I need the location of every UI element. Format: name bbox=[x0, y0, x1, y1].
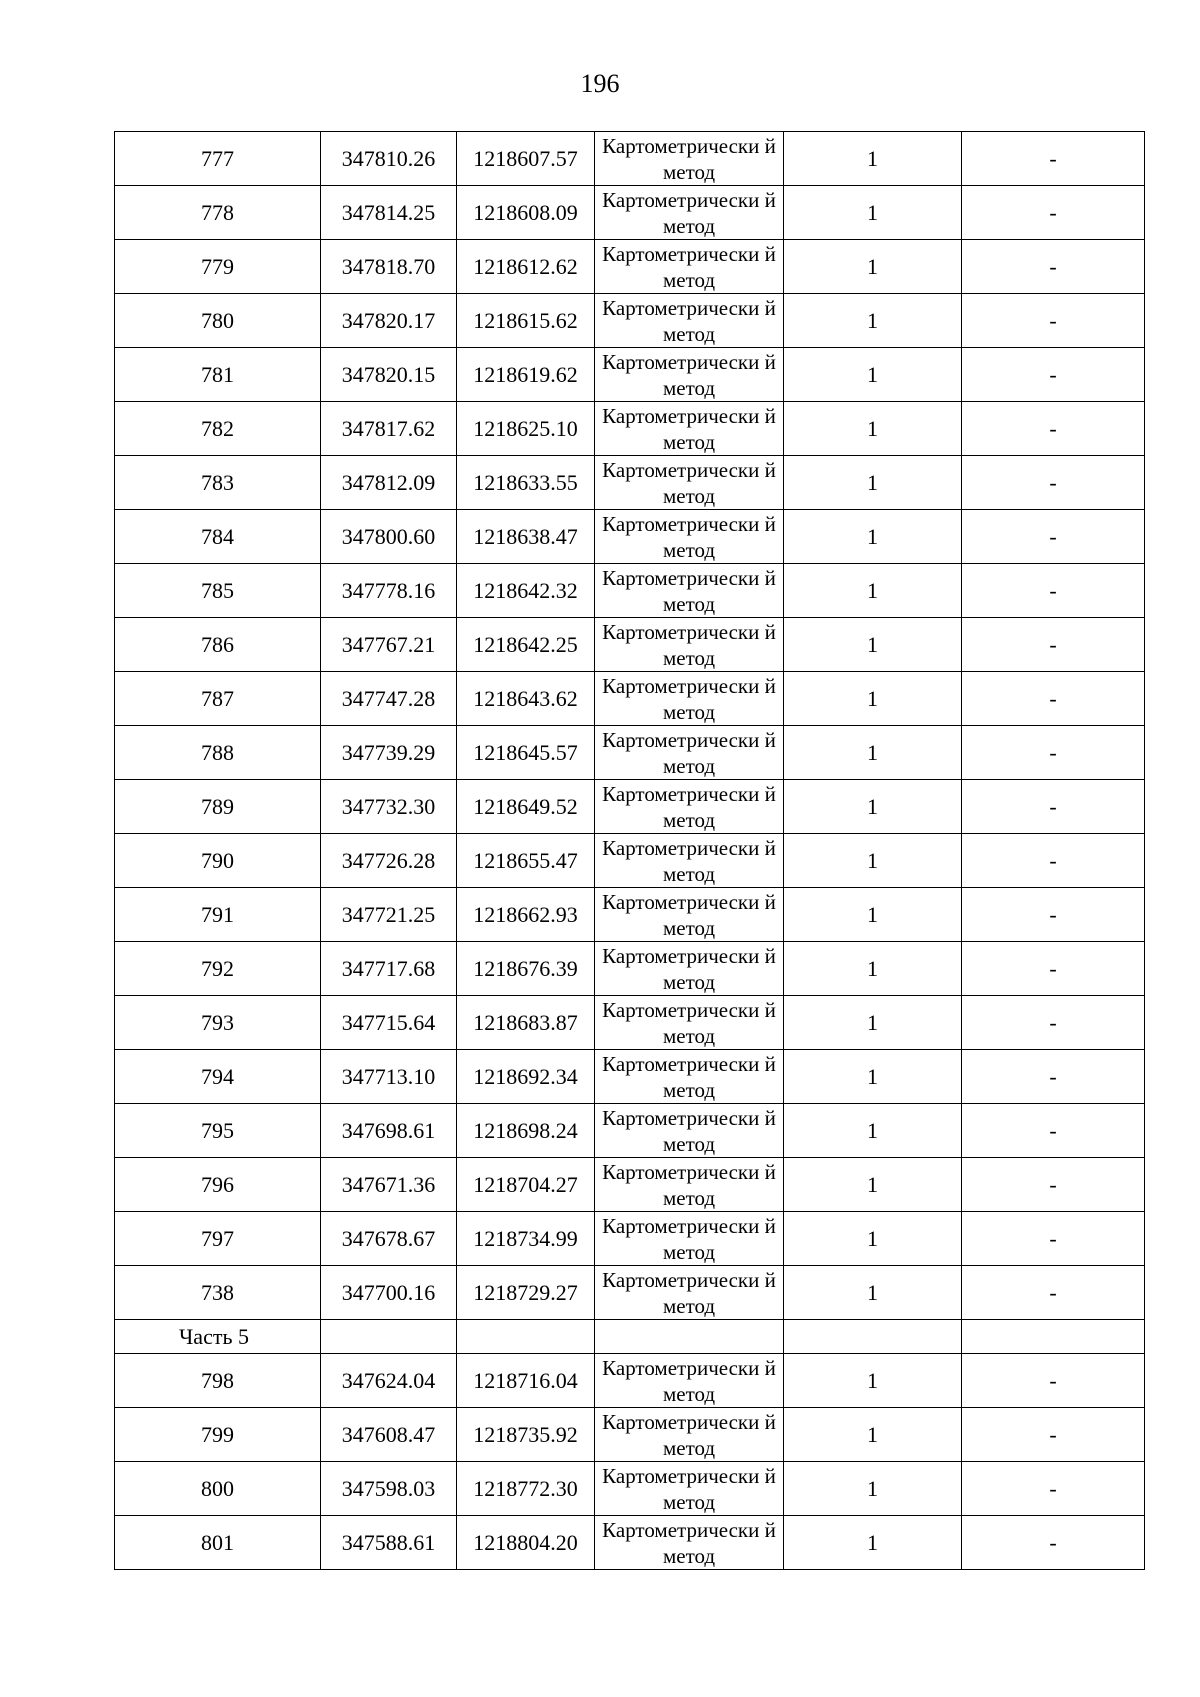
table-row bbox=[115, 1266, 1145, 1320]
x-coordinate-cell: 347814.25 bbox=[321, 186, 457, 240]
coordinates-table bbox=[114, 131, 1145, 1570]
y-coordinate-cell: 1218683.87 bbox=[457, 996, 595, 1050]
x-coordinate-cell: 347778.16 bbox=[321, 564, 457, 618]
table-row bbox=[115, 132, 1145, 186]
point-number-cell: 789 bbox=[115, 780, 321, 834]
point-number-cell: 777 bbox=[115, 132, 321, 186]
table-row bbox=[115, 348, 1145, 402]
y-coordinate-cell: 1218735.92 bbox=[457, 1408, 595, 1462]
table-row bbox=[115, 780, 1145, 834]
page-number: 196 bbox=[580, 69, 620, 98]
empty-cell bbox=[321, 1320, 457, 1354]
point-number-cell: 780 bbox=[115, 294, 321, 348]
note-cell: - bbox=[962, 348, 1145, 402]
accuracy-cell: 1 bbox=[784, 402, 962, 456]
table-row bbox=[115, 1104, 1145, 1158]
y-coordinate-cell: 1218625.10 bbox=[457, 402, 595, 456]
note-cell: - bbox=[962, 1050, 1145, 1104]
note-cell: - bbox=[962, 1104, 1145, 1158]
accuracy-cell: 1 bbox=[784, 186, 962, 240]
x-coordinate-cell: 347817.62 bbox=[321, 402, 457, 456]
table-row bbox=[115, 942, 1145, 996]
x-coordinate-cell: 347671.36 bbox=[321, 1158, 457, 1212]
note-cell: - bbox=[962, 402, 1145, 456]
accuracy-cell: 1 bbox=[784, 1408, 962, 1462]
note-cell: - bbox=[962, 888, 1145, 942]
table-row bbox=[115, 456, 1145, 510]
note-cell: - bbox=[962, 294, 1145, 348]
point-number-cell: 790 bbox=[115, 834, 321, 888]
point-number-cell: 787 bbox=[115, 672, 321, 726]
method-cell: Картометрически й метод bbox=[595, 510, 784, 564]
point-number-cell: 786 bbox=[115, 618, 321, 672]
table-row bbox=[115, 1354, 1145, 1408]
x-coordinate-cell: 347810.26 bbox=[321, 132, 457, 186]
point-number-cell: 796 bbox=[115, 1158, 321, 1212]
method-cell: Картометрически й метод bbox=[595, 942, 784, 996]
y-coordinate-cell: 1218615.62 bbox=[457, 294, 595, 348]
empty-cell bbox=[784, 1320, 962, 1354]
point-number-cell: 794 bbox=[115, 1050, 321, 1104]
x-coordinate-cell: 347820.17 bbox=[321, 294, 457, 348]
method-cell: Картометрически й метод bbox=[595, 564, 784, 618]
point-number-cell: 792 bbox=[115, 942, 321, 996]
x-coordinate-cell: 347678.67 bbox=[321, 1212, 457, 1266]
table-row bbox=[115, 1516, 1145, 1570]
point-number-cell: 793 bbox=[115, 996, 321, 1050]
accuracy-cell: 1 bbox=[784, 996, 962, 1050]
point-number-cell: 738 bbox=[115, 1266, 321, 1320]
accuracy-cell: 1 bbox=[784, 510, 962, 564]
x-coordinate-cell: 347732.30 bbox=[321, 780, 457, 834]
table-row bbox=[115, 294, 1145, 348]
x-coordinate-cell: 347726.28 bbox=[321, 834, 457, 888]
method-cell: Картометрически й метод bbox=[595, 1050, 784, 1104]
note-cell: - bbox=[962, 726, 1145, 780]
y-coordinate-cell: 1218633.55 bbox=[457, 456, 595, 510]
y-coordinate-cell: 1218643.62 bbox=[457, 672, 595, 726]
x-coordinate-cell: 347721.25 bbox=[321, 888, 457, 942]
accuracy-cell: 1 bbox=[784, 456, 962, 510]
y-coordinate-cell: 1218716.04 bbox=[457, 1354, 595, 1408]
table-body-part-1 bbox=[115, 132, 1145, 1320]
point-number-cell: 801 bbox=[115, 1516, 321, 1570]
table-row bbox=[115, 240, 1145, 294]
method-cell: Картометрически й метод bbox=[595, 996, 784, 1050]
method-cell: Картометрически й метод bbox=[595, 1158, 784, 1212]
empty-cell bbox=[595, 1320, 784, 1354]
accuracy-cell: 1 bbox=[784, 780, 962, 834]
x-coordinate-cell: 347598.03 bbox=[321, 1462, 457, 1516]
point-number-cell: 783 bbox=[115, 456, 321, 510]
method-cell: Картометрически й метод bbox=[595, 348, 784, 402]
point-number-cell: 800 bbox=[115, 1462, 321, 1516]
table-row bbox=[115, 672, 1145, 726]
table-row bbox=[115, 1462, 1145, 1516]
note-cell: - bbox=[962, 1408, 1145, 1462]
y-coordinate-cell: 1218642.32 bbox=[457, 564, 595, 618]
method-cell: Картометрически й метод bbox=[595, 1354, 784, 1408]
x-coordinate-cell: 347739.29 bbox=[321, 726, 457, 780]
method-cell: Картометрически й метод bbox=[595, 1408, 784, 1462]
table-row bbox=[115, 1158, 1145, 1212]
table-row bbox=[115, 402, 1145, 456]
method-cell: Картометрически й метод bbox=[595, 240, 784, 294]
table-body-section bbox=[115, 1320, 1145, 1354]
x-coordinate-cell: 347818.70 bbox=[321, 240, 457, 294]
point-number-cell: 797 bbox=[115, 1212, 321, 1266]
method-cell: Картометрически й метод bbox=[595, 186, 784, 240]
table-row bbox=[115, 618, 1145, 672]
x-coordinate-cell: 347767.21 bbox=[321, 618, 457, 672]
point-number-cell: 779 bbox=[115, 240, 321, 294]
accuracy-cell: 1 bbox=[784, 1354, 962, 1408]
method-cell: Картометрически й метод bbox=[595, 1266, 784, 1320]
x-coordinate-cell: 347747.28 bbox=[321, 672, 457, 726]
table-row bbox=[115, 186, 1145, 240]
table-body-part-2 bbox=[115, 1354, 1145, 1570]
table-row bbox=[115, 1408, 1145, 1462]
method-cell: Картометрически й метод bbox=[595, 1212, 784, 1266]
point-number-cell: 785 bbox=[115, 564, 321, 618]
y-coordinate-cell: 1218772.30 bbox=[457, 1462, 595, 1516]
note-cell: - bbox=[962, 240, 1145, 294]
point-number-cell: 788 bbox=[115, 726, 321, 780]
point-number-cell: 799 bbox=[115, 1408, 321, 1462]
y-coordinate-cell: 1218734.99 bbox=[457, 1212, 595, 1266]
method-cell: Картометрически й метод bbox=[595, 402, 784, 456]
accuracy-cell: 1 bbox=[784, 672, 962, 726]
y-coordinate-cell: 1218619.62 bbox=[457, 348, 595, 402]
y-coordinate-cell: 1218608.09 bbox=[457, 186, 595, 240]
x-coordinate-cell: 347588.61 bbox=[321, 1516, 457, 1570]
point-number-cell: 778 bbox=[115, 186, 321, 240]
y-coordinate-cell: 1218645.57 bbox=[457, 726, 595, 780]
accuracy-cell: 1 bbox=[784, 888, 962, 942]
note-cell: - bbox=[962, 132, 1145, 186]
accuracy-cell: 1 bbox=[784, 240, 962, 294]
note-cell: - bbox=[962, 1212, 1145, 1266]
accuracy-cell: 1 bbox=[784, 1158, 962, 1212]
method-cell: Картометрически й метод bbox=[595, 1104, 784, 1158]
y-coordinate-cell: 1218649.52 bbox=[457, 780, 595, 834]
accuracy-cell: 1 bbox=[784, 834, 962, 888]
y-coordinate-cell: 1218612.62 bbox=[457, 240, 595, 294]
table-row bbox=[115, 834, 1145, 888]
table-row bbox=[115, 996, 1145, 1050]
accuracy-cell: 1 bbox=[784, 942, 962, 996]
y-coordinate-cell: 1218638.47 bbox=[457, 510, 595, 564]
point-number-cell: 784 bbox=[115, 510, 321, 564]
accuracy-cell: 1 bbox=[784, 1462, 962, 1516]
x-coordinate-cell: 347700.16 bbox=[321, 1266, 457, 1320]
method-cell: Картометрически й метод bbox=[595, 618, 784, 672]
method-cell: Картометрически й метод bbox=[595, 1462, 784, 1516]
note-cell: - bbox=[962, 1158, 1145, 1212]
section-row bbox=[115, 1320, 1145, 1354]
method-cell: Картометрически й метод bbox=[595, 132, 784, 186]
x-coordinate-cell: 347717.68 bbox=[321, 942, 457, 996]
empty-cell bbox=[962, 1320, 1145, 1354]
point-number-cell: 782 bbox=[115, 402, 321, 456]
table-row bbox=[115, 888, 1145, 942]
y-coordinate-cell: 1218692.34 bbox=[457, 1050, 595, 1104]
accuracy-cell: 1 bbox=[784, 1050, 962, 1104]
accuracy-cell: 1 bbox=[784, 564, 962, 618]
note-cell: - bbox=[962, 672, 1145, 726]
note-cell: - bbox=[962, 1266, 1145, 1320]
table-row bbox=[115, 1050, 1145, 1104]
accuracy-cell: 1 bbox=[784, 1266, 962, 1320]
method-cell: Картометрически й метод bbox=[595, 294, 784, 348]
method-cell: Картометрически й метод bbox=[595, 1516, 784, 1570]
point-number-cell: 781 bbox=[115, 348, 321, 402]
y-coordinate-cell: 1218804.20 bbox=[457, 1516, 595, 1570]
table-row bbox=[115, 510, 1145, 564]
note-cell: - bbox=[962, 510, 1145, 564]
table-row bbox=[115, 726, 1145, 780]
accuracy-cell: 1 bbox=[784, 294, 962, 348]
note-cell: - bbox=[962, 1462, 1145, 1516]
empty-cell bbox=[457, 1320, 595, 1354]
x-coordinate-cell: 347800.60 bbox=[321, 510, 457, 564]
point-number-cell: 798 bbox=[115, 1354, 321, 1408]
note-cell: - bbox=[962, 456, 1145, 510]
table-row bbox=[115, 1212, 1145, 1266]
note-cell: - bbox=[962, 780, 1145, 834]
note-cell: - bbox=[962, 996, 1145, 1050]
note-cell: - bbox=[962, 942, 1145, 996]
section-label: Часть 5 bbox=[115, 1320, 321, 1354]
note-cell: - bbox=[962, 1516, 1145, 1570]
y-coordinate-cell: 1218662.93 bbox=[457, 888, 595, 942]
x-coordinate-cell: 347624.04 bbox=[321, 1354, 457, 1408]
y-coordinate-cell: 1218607.57 bbox=[457, 132, 595, 186]
accuracy-cell: 1 bbox=[784, 132, 962, 186]
method-cell: Картометрически й метод bbox=[595, 834, 784, 888]
accuracy-cell: 1 bbox=[784, 1104, 962, 1158]
accuracy-cell: 1 bbox=[784, 618, 962, 672]
accuracy-cell: 1 bbox=[784, 1212, 962, 1266]
accuracy-cell: 1 bbox=[784, 1516, 962, 1570]
point-number-cell: 795 bbox=[115, 1104, 321, 1158]
method-cell: Картометрически й метод bbox=[595, 672, 784, 726]
x-coordinate-cell: 347713.10 bbox=[321, 1050, 457, 1104]
y-coordinate-cell: 1218655.47 bbox=[457, 834, 595, 888]
x-coordinate-cell: 347715.64 bbox=[321, 996, 457, 1050]
note-cell: - bbox=[962, 186, 1145, 240]
x-coordinate-cell: 347608.47 bbox=[321, 1408, 457, 1462]
method-cell: Картометрически й метод bbox=[595, 888, 784, 942]
note-cell: - bbox=[962, 834, 1145, 888]
accuracy-cell: 1 bbox=[784, 348, 962, 402]
y-coordinate-cell: 1218704.27 bbox=[457, 1158, 595, 1212]
note-cell: - bbox=[962, 618, 1145, 672]
point-number-cell: 791 bbox=[115, 888, 321, 942]
x-coordinate-cell: 347698.61 bbox=[321, 1104, 457, 1158]
note-cell: - bbox=[962, 1354, 1145, 1408]
method-cell: Картометрически й метод bbox=[595, 780, 784, 834]
y-coordinate-cell: 1218642.25 bbox=[457, 618, 595, 672]
x-coordinate-cell: 347812.09 bbox=[321, 456, 457, 510]
table-row bbox=[115, 564, 1145, 618]
y-coordinate-cell: 1218676.39 bbox=[457, 942, 595, 996]
y-coordinate-cell: 1218729.27 bbox=[457, 1266, 595, 1320]
method-cell: Картометрически й метод bbox=[595, 456, 784, 510]
accuracy-cell: 1 bbox=[784, 726, 962, 780]
method-cell: Картометрически й метод bbox=[595, 726, 784, 780]
y-coordinate-cell: 1218698.24 bbox=[457, 1104, 595, 1158]
x-coordinate-cell: 347820.15 bbox=[321, 348, 457, 402]
note-cell: - bbox=[962, 564, 1145, 618]
